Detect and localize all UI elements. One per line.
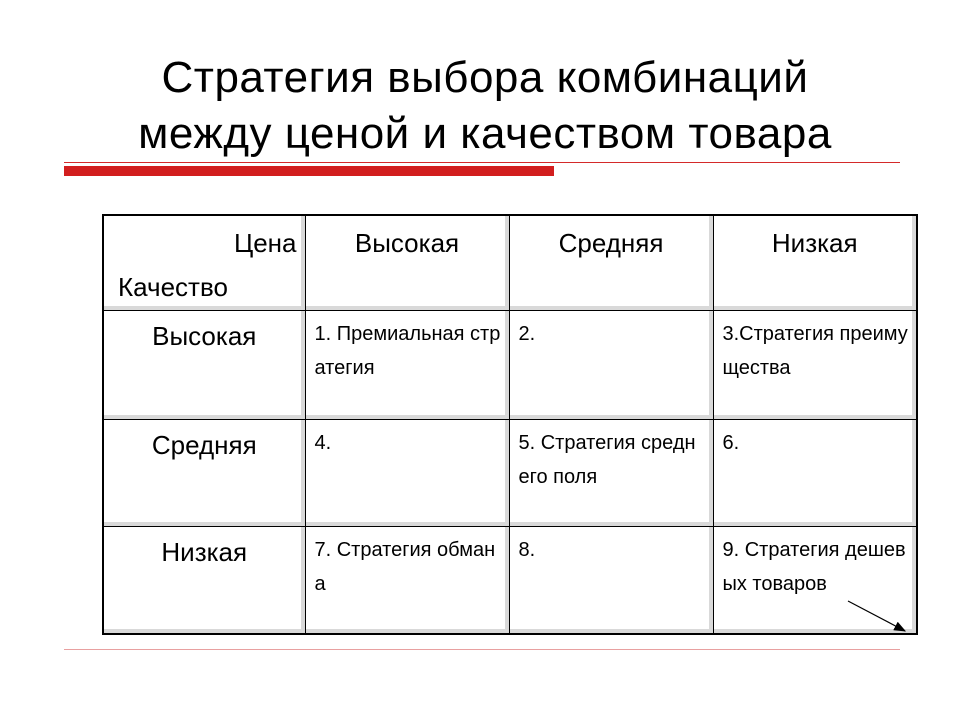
cell-text: 3.Стратегия преимущества: [722, 323, 908, 379]
row-header-high: [103, 311, 305, 420]
table-cell: [713, 527, 917, 635]
column-header-label: Средняя: [558, 228, 664, 258]
footer-divider: [64, 649, 900, 650]
table-cell: [713, 420, 917, 527]
cell-text: 6.: [722, 432, 740, 454]
table-cell: [305, 311, 509, 420]
row-header-label: Низкая: [161, 537, 248, 567]
corner-price-label: Цена: [233, 228, 297, 258]
row-header-low: [103, 527, 305, 635]
table-cell: [509, 420, 713, 527]
table-cell: [509, 311, 713, 420]
cell-text: 1. Премиальная стратегия: [314, 323, 501, 379]
cell-text: 7. Стратегия обмана: [314, 539, 496, 595]
column-header-low: [713, 215, 917, 311]
table-row: [103, 311, 917, 420]
table-cell: [305, 420, 509, 527]
title-underline-thin: [64, 162, 900, 163]
slide-title: [60, 50, 910, 162]
row-header-medium: [103, 420, 305, 527]
row-header-label: Высокая: [152, 321, 257, 351]
column-header-medium: [509, 215, 713, 311]
column-header-label: Низкая: [771, 228, 858, 258]
table-row: [103, 420, 917, 527]
header-row: [103, 215, 917, 311]
table-cell: [305, 527, 509, 635]
title-line-2: между ценой и качеством товара: [138, 109, 832, 158]
column-header-label: Высокая: [354, 228, 460, 258]
corner-cell: [103, 215, 305, 311]
cell-text: 8.: [518, 539, 536, 561]
strategy-matrix-table: [102, 214, 918, 635]
table-cell: [509, 527, 713, 635]
cell-text: 4.: [314, 432, 332, 454]
cell-text: 2.: [518, 323, 536, 345]
cell-text: 5. Стратегия среднего поля: [518, 432, 696, 488]
column-header-high: [305, 215, 509, 311]
title-line-1: Стратегия выбора комбинаций: [161, 53, 809, 102]
title-underline-thick: [64, 166, 554, 176]
corner-quality-label: Качество: [118, 272, 228, 302]
table-row: [103, 527, 917, 635]
table-cell: [713, 311, 917, 420]
cell-text: 9. Стратегия дешевых товаров: [722, 539, 906, 595]
row-header-label: Средняя: [151, 430, 257, 460]
